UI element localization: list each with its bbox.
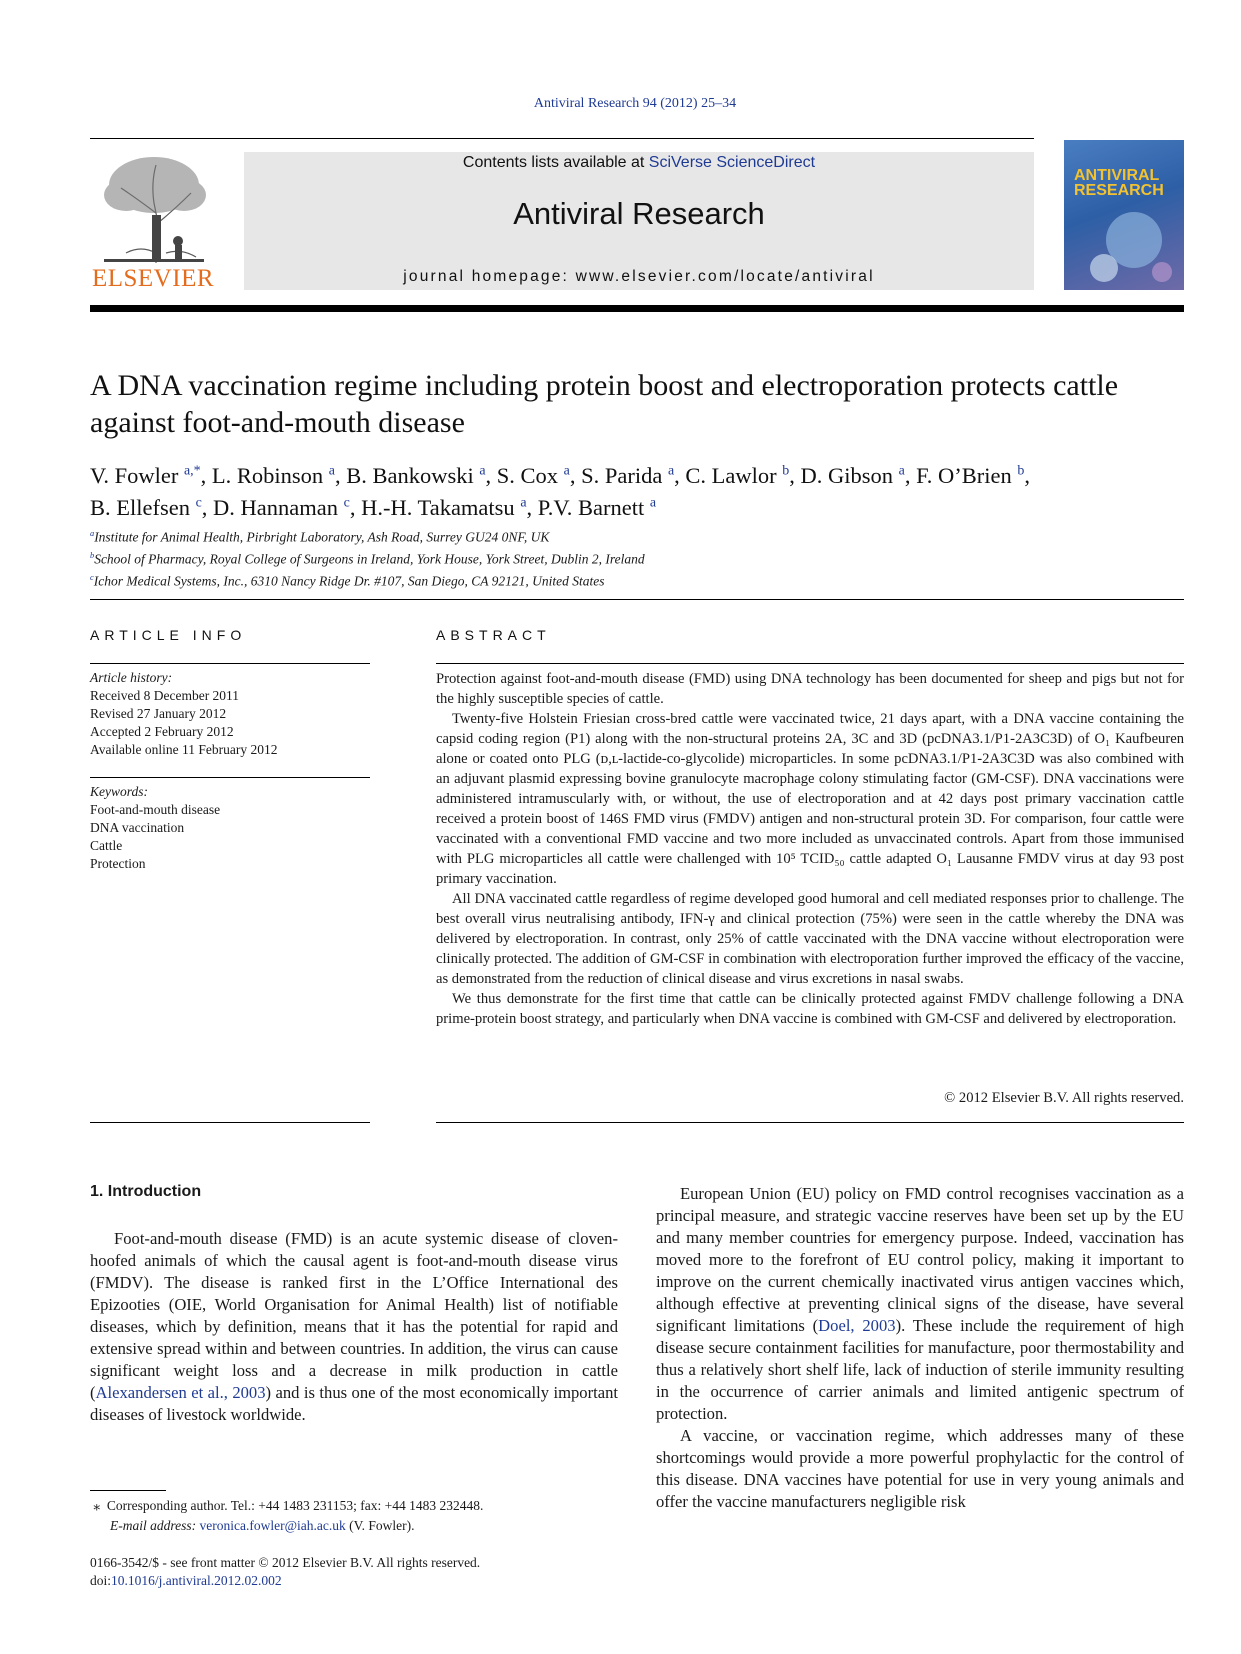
affiliation-mark[interactable]: a [520, 495, 527, 511]
affiliation-item: $^a$Institute for Animal Health, Pirbright Laboratory, Ash Road, Surrey GU24 0NF, UK [90, 529, 550, 545]
author: L. Robinson $^a$, [211, 462, 347, 488]
body-paragraph: European Union (EU) policy on FMD control recognises vaccination as a principal measure, and strategic vaccine reserves have been set up by the EU and many member countries for emergency purpose. Indeed, vaccination has moved more to the forefront of EU control policy, making it important to improve on the current chemically inactivated virus antigen vaccines which, although effective at preventing clinical signs of the disease, have several significant limitations (Doel, 2003). These include the requirement of high disease secure containment facilities for manufacture, poor thermostability and thus a relatively short shelf life, lack of induction of sterile immunity resulting in the occurrence of carrier animals and limited antigenic spectrum of protection. [656, 1184, 1184, 1423]
right-column [656, 1183, 1184, 1513]
author-line-1 [90, 457, 1190, 490]
keyword-item: Foot-and-mouth disease [90, 802, 221, 817]
info-rule [90, 1122, 370, 1123]
affiliation-mark[interactable]: c [195, 495, 202, 511]
elsevier-logo [88, 153, 218, 293]
affiliation-mark[interactable]: b [782, 463, 790, 478]
abstract-paragraph: Protection against foot-and-mouth disease (FMD) using DNA technology has been documented for sheep and pigs but not for the highly susceptible species of cattle. [436, 671, 1184, 707]
journal-title: Antiviral Research [513, 196, 765, 231]
affiliation-mark[interactable]: a,* [183, 463, 201, 478]
keywords [90, 783, 370, 873]
affiliation-mark[interactable]: a [328, 463, 335, 478]
history-label: Article history: [90, 670, 173, 685]
doi-link[interactable]: 10.1016/j.antiviral.2012.02.002 [111, 1573, 282, 1588]
body-paragraph: Foot-and-mouth disease (FMD) is an acute systemic disease of cloven-hoofed animals of which the causal agent is foot-and-mouth disease virus (FMDV). The disease is ranked first in the L’Office International des Epizooties (OIE, World Organisation for Animal Health) list of notifiable diseases, which by definition, means that it has the potential for rapid and extensive spread within and between countries. In addition, the virus can cause significant weight loss and a decrease in milk production in cattle (Alexandersen et al., 2003) and is thus one of the most economically important diseases of livestock worldwide. [90, 1229, 618, 1424]
author: C. Lawlor $^b$, [685, 462, 801, 488]
abstract-body [436, 669, 1184, 1029]
body-paragraph: A vaccine, or vaccination regime, which addresses many of these shortcomings would provide a more powerful prophylactic for the control of this disease. DNA vaccines have potential for use in very young animals and offer the vaccine manufacturers negligible risk [656, 1426, 1184, 1511]
info-rule [90, 777, 370, 778]
author: D. Hannaman $^c$, [213, 495, 362, 520]
abstract-paragraph: Twenty-five Holstein Friesian cross-bred cattle were vaccinated twice, 21 days apart, with a DNA vaccine containing the capsid coding region (P1) along with the non-structural proteins 2A, 3C and 3D (pcDNA3.1/P1-2A3C3D) of O₁ Kaufbeuren alone or coated onto PLG (ᴅ,ʟ-lactide-co-glycolide) microparticles. In some pcDNA3.1/P1-2A3C3D was also combined with an adjuvant plasmid expressing bovine granulocyte macrophage colony stimulating factor (GM-CSF). DNA vaccinations were administered intramuscularly with, or without, the use of electroporation and at 42 days post primary vaccination cattle received a protein boost of 146S FMD virus (FMDV) antigen and non-structural protein 3D. For comparison, four cattle were vaccinated with a conventional FMD vaccine and two more included as unvaccinated controls. Apart from those immunised with PLG microparticles all cattle were challenged with 10⁵ TCID₅₀ cattle adapted O₁ Lausanne FMDV virus at day 93 post primary vaccination. [436, 711, 1184, 887]
cover-title: ANTIVIRAL RESEARCH [1074, 167, 1164, 199]
history-item: Received 8 December 2011 [90, 688, 240, 703]
footnote-line: ⁎ Corresponding author. Tel.: +44 1483 231153; fax: +44 1483 232448. [93, 1498, 484, 1513]
citation-link[interactable]: Alexandersen et al., 2003 [95, 1383, 266, 1402]
keyword-item: Cattle [90, 838, 123, 853]
section-rule [90, 599, 1184, 600]
page-footer [90, 1554, 650, 1590]
affiliation-mark[interactable]: c [343, 495, 350, 511]
affiliation-list [90, 525, 1090, 591]
header-rule [90, 138, 1034, 139]
abstract-rule [436, 1122, 1184, 1123]
article-title: A DNA vaccination regime including protein boost and electroporation protects cattle against foot-and-mouth disease [90, 369, 1119, 439]
cover-virus-icon [1064, 200, 1184, 290]
info-rule [90, 663, 370, 664]
abstract-paragraph: All DNA vaccinated cattle regardless of regime developed good humoral and cell mediated responses prior to challenge. The best overall virus neutralising antibody, IFN-γ and clinical protection (75%) were seen in the cattle whereby the DNA was delivered by electroporation. In contrast, only 25% of cattle vaccinated with the DNA vaccine without electroporation were clinically protected. The addition of GM-CSF in combination with electroporation further improved the efficacy of the vaccine, as demonstrated from the reduction of clinical disease and virus excretions in nasal swabs. [436, 891, 1184, 987]
keyword-item: Protection [90, 856, 146, 871]
author: S. Cox $^a$, [496, 462, 582, 488]
author: B. Ellefsen $^c$, [90, 495, 214, 520]
sciencedirect-link[interactable]: SciVerse ScienceDirect [648, 154, 816, 171]
keyword-item: DNA vaccination [90, 820, 185, 835]
doi-line: doi:10.1016/j.antiviral.2012.02.002 [90, 1573, 282, 1588]
abstract-paragraph: We thus demonstrate for the first time that cattle can be clinically protected against FMDV challenge following a DNA prime-protein boost strategy, and particularly when DNA vaccine is combined with GM-CSF and delivered by electroporation. [436, 991, 1184, 1027]
footnote-star: ⁎ [93, 1498, 101, 1513]
left-column [90, 1228, 618, 1426]
affiliation-mark[interactable]: a [479, 463, 486, 478]
author-line-2 [90, 490, 1190, 523]
author: F. O’Brien $^b$, [916, 462, 1030, 488]
front-matter-line: 0166-3542/$ - see front matter © 2012 Elsevier B.V. All rights reserved. [90, 1555, 481, 1570]
elsevier-tree-icon [96, 153, 211, 265]
contents-line [244, 154, 1034, 172]
author: S. Parida $^a$, [581, 462, 686, 488]
footnote-email-line: E-mail address: veronica.fowler@iah.ac.uk (V. Fowler). [110, 1518, 415, 1533]
abstract-heading: ABSTRACT [436, 627, 551, 643]
keywords-label: Keywords: [90, 784, 148, 799]
author: H.-H. Takamatsu $^a$, [361, 495, 538, 520]
author: D. Gibson $^a$, [800, 462, 917, 488]
abstract-rule [436, 663, 1184, 664]
author-list [90, 457, 1190, 522]
corresponding-author-footnote [90, 1496, 650, 1536]
journal-homepage[interactable]: journal homepage: www.elsevier.com/locate/antiviral [403, 268, 875, 285]
history-item: Accepted 2 February 2012 [90, 724, 234, 739]
footnote-rule [90, 1490, 166, 1491]
author: B. Bankowski $^a$, [346, 462, 497, 488]
journal-banner [244, 152, 1034, 290]
citation-link[interactable]: Doel, 2003 [818, 1316, 896, 1335]
journal-cover-image [1064, 140, 1184, 290]
affiliation-mark[interactable]: a [667, 463, 675, 478]
section-heading: 1. Introduction [90, 1183, 202, 1200]
email-link[interactable]: veronica.fowler@iah.ac.uk [199, 1518, 346, 1533]
author: P.V. Barnett $^a$ [537, 495, 657, 520]
affiliation-mark[interactable]: a [563, 463, 570, 478]
history-item: Available online 11 February 2012 [90, 742, 278, 757]
journal-citation[interactable]: Antiviral Research 94 (2012) 25–34 [533, 96, 737, 111]
article-info-heading: ARTICLE INFO [90, 627, 247, 643]
affiliation-mark[interactable]: a [898, 463, 905, 478]
affiliation-mark[interactable]: b [1017, 463, 1025, 478]
header-thick-rule [90, 305, 1184, 312]
contents-prefix: Contents lists available at [462, 154, 649, 171]
article-history [90, 669, 370, 759]
author: V. Fowler $^{a,*}$, [90, 462, 212, 488]
history-item: Revised 27 January 2012 [90, 706, 227, 721]
affiliation-mark[interactable]: a [649, 495, 657, 511]
affiliation-item: $^c$Ichor Medical Systems, Inc., 6310 Nancy Ridge Dr. #107, San Diego, CA 92121, United States [90, 573, 605, 589]
abstract-copyright: © 2012 Elsevier B.V. All rights reserved. [944, 1090, 1184, 1106]
affiliation-item: $^b$School of Pharmacy, Royal College of Surgeons in Ireland, York House, York Street, Dublin 2, Ireland [90, 551, 645, 567]
elsevier-wordmark: ELSEVIER [91, 265, 215, 292]
